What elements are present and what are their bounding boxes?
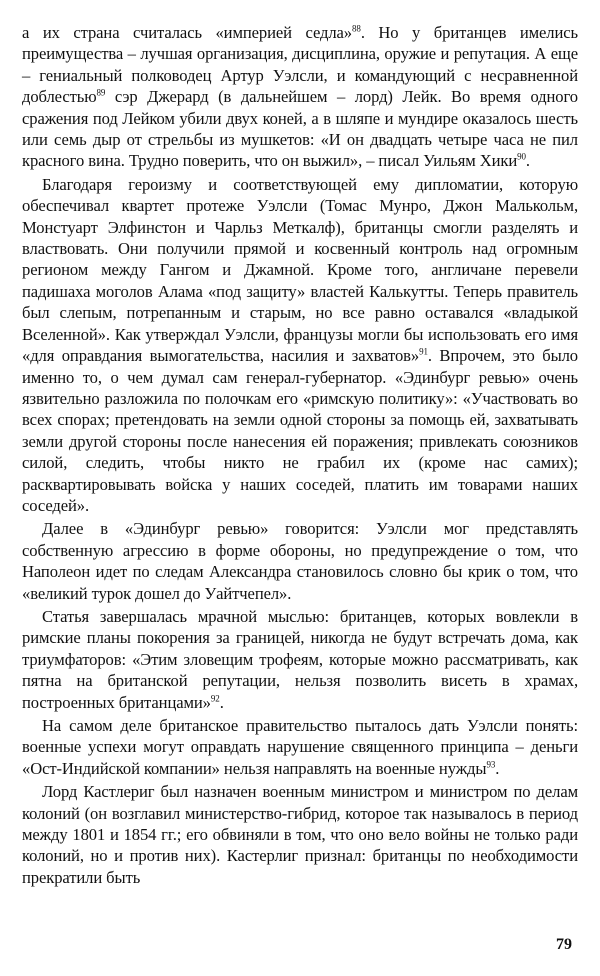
paragraph: [22, 781, 578, 888]
text-run: а их страна считалась «империей седла»: [22, 23, 352, 42]
text-run: . Впрочем, это было именно то, о чем думал сам генерал-губернатор. «Эдинбург ревью» очень язвительно разложила по полочкам его «римскую политику»: «Участвовать во всех спорах; претендовать на земли одной стороны за помощь ей, захватывать земли другой стороны после нанесения ей поражения; привлекать союзников силой, следить, чтобы никто не грабил их (кроме нас самих); расквартировывать войска у наших соседей, платить им товарами наших соседей».: [22, 346, 578, 515]
paragraph: [22, 606, 578, 713]
text-run: сэр Джерард (в дальнейшем – лорд) Лейк. Во время одного сражения под Лейком убили двух коней, а в шляпе и мундире оказалось шесть или семь дыр от стрельбы из мушкетов: «И он двадцать четыре часа не пил красного вина. Трудно поверить, что он выжил», – писал Уильям Хики: [22, 87, 578, 171]
paragraph: [22, 22, 578, 172]
page-body: [22, 22, 578, 890]
footnote-ref: 93: [486, 759, 496, 770]
footnote-ref: 90: [517, 151, 526, 162]
footnote-ref: 92: [210, 693, 220, 704]
text-run: Благодаря героизму и соответствующей ему дипломатии, которую обеспечивал квартет протеже Уэлсли (Томас Мунро, Джон Малькольм, Монстуарт Элфинстон и Чарльз Меткалф), британцы смогли разделять и властвовать. Они получили прямой и косвенный контроль над огромным регионом между Гангом и Джамной. Кроме того, англичане перевели падишаха моголов Алама «под защиту» властей Калькутты. Теперь правитель был слепым, потрепанным и старым, но все равно оставался «владыкой Вселенной». Как утверждал Уэлсли, французы могли бы использовать его имя «для оправдания вымогательства, насилия и захватов»: [22, 174, 578, 366]
page-number: 79: [556, 936, 572, 953]
text-run: Статья завершалась мрачной мыслью: британцев, которых вовлекли в римские планы покорения за границей, никогда не будут встречать дома, как триумфаторов: «Этим зловещим трофеям, которые можно рассматривать, как пятна на британской репутации, нельзя позволить висеть в храмах, построенных британцами»: [22, 606, 578, 712]
text-run: Лорд Кастлериг был назначен военным министром и министром по делам колоний (он возглавил министерство-гибрид, которое так называлось в период между 1801 и 1854 гг.; его обвиняли в том, что оно вело войны не только ради колоний, но и против них). Кастерлиг признал: британцы по необходимости прекратили быть: [22, 782, 578, 887]
paragraph: [22, 715, 578, 779]
footnote-ref: 88: [352, 23, 361, 34]
footnote-ref: 91: [419, 346, 428, 357]
text-run: На самом деле британское правительство пыталось дать Уэлсли понять: военные успехи могут оправдать нарушение священного принципа – деньги «Ост-Индийской компании» нельзя направлять на военные нужды: [22, 716, 578, 778]
text-run: .: [525, 151, 530, 171]
paragraph: [22, 174, 578, 517]
text-run: .: [495, 758, 500, 778]
text-run: .: [219, 692, 224, 712]
paragraph: [22, 518, 578, 604]
text-run: Далее в «Эдинбург ревью» говорится: Уэлсли мог представлять собственную агрессию в форме обороны, но предупреждение о том, что Наполеон идет по следам Александра становилось словно бы крик о том, что «великий турок дошел до Уайтчепел».: [22, 519, 578, 603]
text-run: . Но у британцев имелись преимущества – лучшая организация, дисциплина, оружие и репутация. А еще – гениальный полководец Артур Уэлсли, и командующий с несравненной доблестью: [22, 23, 578, 107]
footnote-ref: 89: [96, 87, 106, 98]
